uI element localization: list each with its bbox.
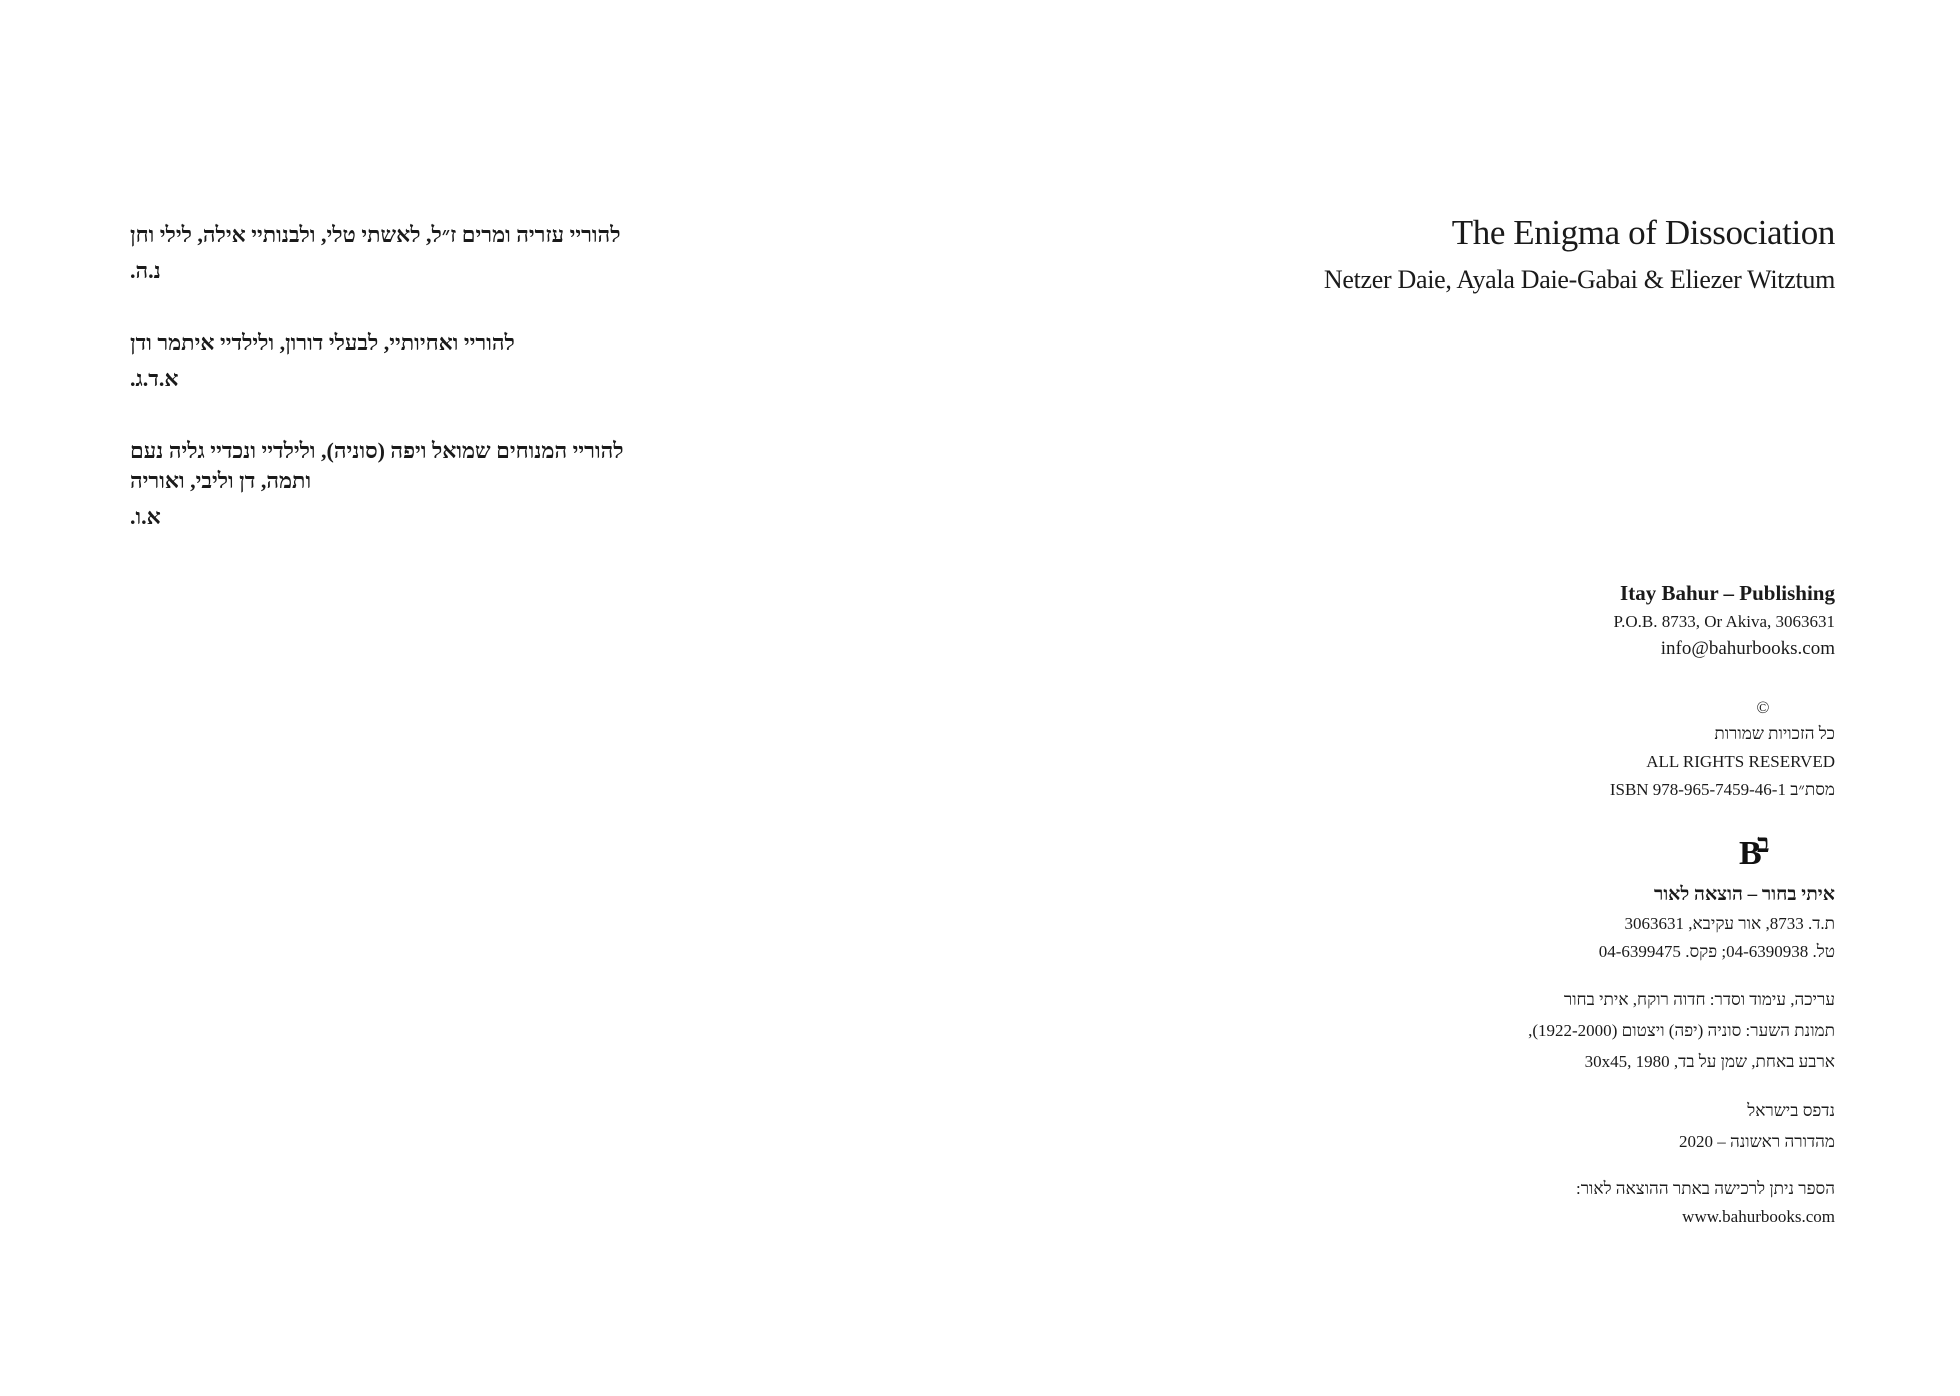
logo-wrap bbox=[1235, 829, 1835, 872]
isbn-line: ISBN 978-965-7459-46-1 מסת״ב bbox=[1609, 780, 1835, 799]
logo-hebrew-letter: ב bbox=[1757, 829, 1770, 858]
publisher-logo bbox=[1739, 829, 1779, 872]
dedication-initials: נ.ה. bbox=[130, 258, 161, 283]
publisher-email: info@bahurbooks.com bbox=[1660, 638, 1835, 659]
purchase-note: הספר ניתן לרכישה באתר ההוצאה לאור: bbox=[1575, 1179, 1835, 1198]
credits bbox=[1235, 984, 1835, 1077]
dedication-initials: א.ד.ג. bbox=[130, 366, 179, 391]
dedication-text: להוריי המנוחים שמואל ויפה (סוניה), ולילדיי ונכדיי גליה נעם ותמה, דן וליבי, ואוריה bbox=[130, 438, 624, 493]
website-info bbox=[1235, 1175, 1835, 1231]
publisher-name: Itay Bahur – Publishing bbox=[1620, 581, 1835, 605]
website-url[interactable]: www.bahurbooks.com bbox=[1682, 1207, 1835, 1226]
rights-block bbox=[1235, 696, 1835, 804]
dedication-3 bbox=[130, 436, 650, 532]
dedications bbox=[130, 220, 650, 574]
printing-info bbox=[1235, 1095, 1835, 1157]
hebrew-publisher-name: איתי בחור – הוצאה לאור bbox=[1653, 884, 1835, 905]
book-title: The Enigma of Dissociation bbox=[1451, 213, 1835, 252]
printed-in: נדפס בישראל bbox=[1747, 1101, 1835, 1120]
right-page bbox=[980, 0, 1960, 1396]
title-block bbox=[1324, 210, 1835, 300]
hebrew-publisher-phone: טל. 04-6390938; פקס. 04-6399475 bbox=[1598, 942, 1835, 961]
cover-credit-line-1: תמונת השער: סוניה (יפה) ויצטום (1922-2000), bbox=[1528, 1021, 1835, 1040]
book-authors: Netzer Daie, Ayala Daie-Gabai & Eliezer Witztum bbox=[1323, 265, 1835, 294]
hebrew-publisher bbox=[1235, 880, 1835, 966]
imprint bbox=[1235, 578, 1835, 1231]
rights-english: ALL RIGHTS RESERVED bbox=[1646, 752, 1835, 771]
hebrew-publisher-address: ת.ד. 8733, אור עקיבא, 3063631 bbox=[1624, 914, 1835, 933]
dedication-text: להוריי ואחיותיי, לבעלי דורון, ולילדיי איתמר ודן bbox=[130, 330, 515, 355]
copyright-symbol: © bbox=[1756, 698, 1770, 717]
edition: מהדורה ראשונה – 2020 bbox=[1678, 1132, 1835, 1151]
cover-credit-line-2: ארבע באחת, שמן על בד, 30x45, 1980 bbox=[1584, 1052, 1835, 1071]
dedication-initials: א.ו. bbox=[130, 504, 161, 529]
publisher-address: P.O.B. 8733, Or Akiva, 3063631 bbox=[1613, 612, 1835, 631]
dedication-2 bbox=[130, 328, 650, 394]
editing-credit: עריכה, עימוד וסדר: חדוה רוקח, איתי בחור bbox=[1563, 990, 1835, 1009]
dedication-text: להוריי עזריה ומרים ז״ל, לאשתי טלי, ולבנותיי אילה, לילי וחן bbox=[130, 222, 621, 247]
logo-latin-letter: B bbox=[1739, 835, 1762, 872]
rights-hebrew: כל הזכויות שמורות bbox=[1714, 724, 1835, 743]
dedication-1 bbox=[130, 220, 650, 286]
